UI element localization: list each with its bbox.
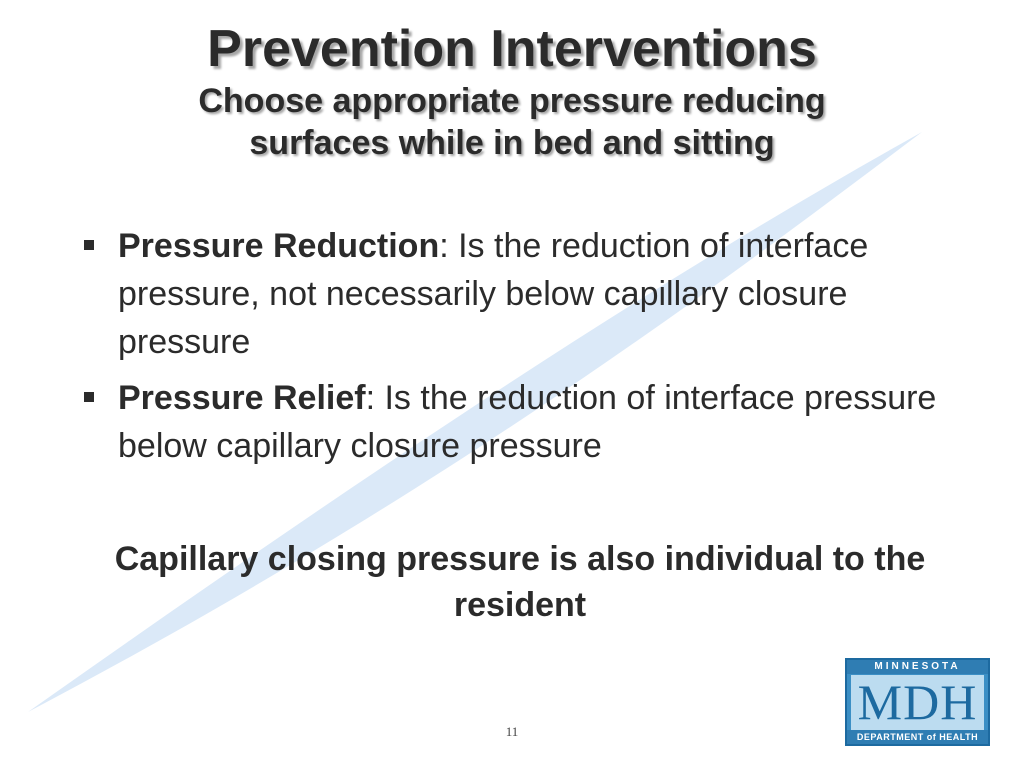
square-bullet-icon <box>84 392 94 402</box>
mdh-logo <box>845 658 990 746</box>
slide-subtitle: Choose appropriate pressure reducing surfaces while in bed and sitting <box>198 82 826 162</box>
bullet-item <box>78 222 938 366</box>
bullet-term: Pressure Relief <box>118 379 366 417</box>
bullet-text: : Is the reduction of interface pressure below capillary closure pressure <box>118 379 937 465</box>
logo-state-text: MINNESOTA <box>847 660 988 674</box>
square-bullet-icon <box>84 240 94 250</box>
slide-title: Prevention Interventions <box>207 20 817 78</box>
bullet-list <box>78 222 938 478</box>
bullet-text: : Is the reduction of interface pressure, not necessarily below capillary closure pressure <box>118 227 869 361</box>
title-block <box>0 18 1024 164</box>
emphasis-note: Capillary closing pressure is also individual to the resident <box>114 540 926 624</box>
logo-main-text: MDH <box>851 675 984 730</box>
logo-department-text: DEPARTMENT of HEALTH <box>847 730 988 744</box>
page-number: 11 <box>505 724 519 739</box>
bullet-term: Pressure Reduction <box>118 227 440 265</box>
bullet-item <box>78 374 938 470</box>
